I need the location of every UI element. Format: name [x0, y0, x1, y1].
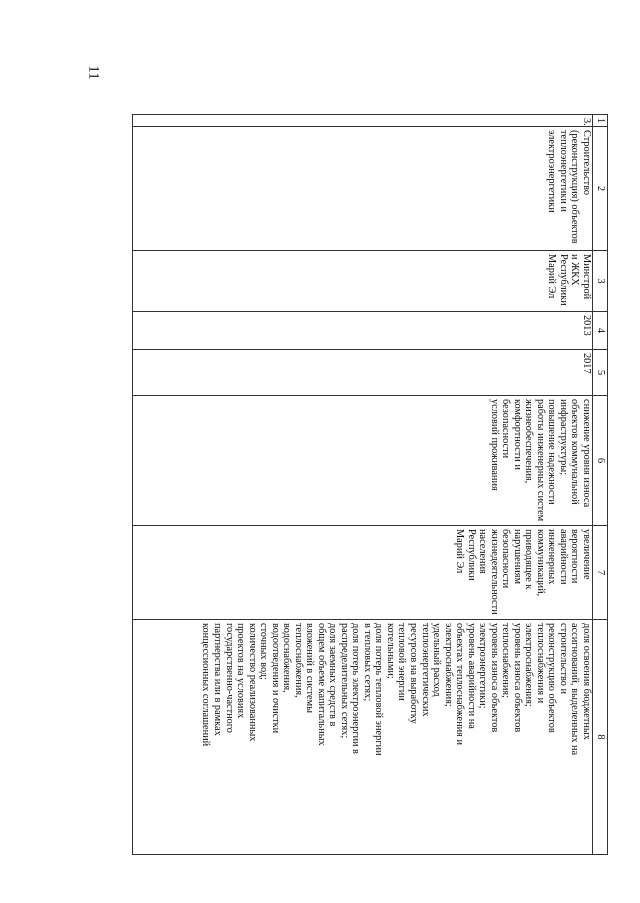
indicator-line: доля освоения бюджетных: [581, 623, 592, 740]
indicator-line: объектах теплоснабжения и: [454, 623, 466, 745]
indicator-line: сточных вод;: [258, 623, 270, 680]
indicator-line: теплоснабжения,: [292, 623, 304, 698]
indicator-line: тепловой энергии: [396, 623, 408, 701]
start-year: 2013: [133, 312, 593, 350]
indicator-line: теплоснабжения;: [500, 623, 512, 698]
indicator-line: уровень аварийности на: [465, 623, 477, 729]
indicator-line: строительство и: [557, 623, 569, 695]
indicator-line: концессионных соглашений: [200, 623, 212, 747]
row-number: 3.: [133, 115, 593, 127]
indicator-line: государственно-частного: [223, 623, 235, 733]
column-number: 3: [593, 251, 608, 312]
column-number: 5: [593, 350, 608, 396]
indicator-line: вложений в системы: [304, 623, 316, 714]
column-number-row: [593, 115, 608, 855]
indicator-line: проектов на условиях: [235, 623, 247, 719]
indicator-line: общем объеме капитальных: [315, 623, 327, 746]
indicator-line: доля заемных средств в: [327, 623, 339, 727]
indicator-line: уровень износа объектов: [488, 623, 500, 733]
indicator-line: количество реализованных: [246, 623, 258, 742]
expected-result: снижение уровня износа объектов коммунальной инфраструктуры; повышение надежности работы инженерных систем жизнеобеспечения, комфортности и безопасности условий проживания: [133, 396, 593, 526]
indicator-line: теплоэнергетических: [419, 623, 431, 717]
indicator-line: котельными;: [384, 623, 396, 679]
indicator-line: водоснабжения,: [281, 623, 293, 693]
column-number: 8: [593, 620, 608, 855]
column-number: 2: [593, 127, 608, 251]
column-number: 7: [593, 526, 608, 620]
indicator-line: водоотведения и очистки: [269, 623, 281, 734]
indicator-line: электроэнергетики;: [477, 623, 489, 709]
page-number: 11: [85, 65, 102, 80]
indicator-line: распределительных сетях;: [338, 623, 350, 739]
indicator-line: удельный расход: [431, 623, 443, 697]
table-row: [133, 115, 593, 855]
indicator-line: уровень износа объектов: [511, 623, 523, 733]
target-indicators: [133, 620, 593, 855]
rotated-page-content: [132, 114, 608, 854]
program-table: [132, 114, 608, 855]
executor: Минстрой и ЖКХ Республики Марий Эл: [133, 251, 593, 312]
indicator-line: электроснабжения;: [523, 623, 535, 707]
indicator-line: доля потерь тепловой энергии: [373, 623, 385, 756]
indicator-line: теплоснабжения и: [534, 623, 546, 704]
indicator-line: доля потерь электроэнергии в: [350, 623, 362, 754]
column-number: 1: [593, 115, 608, 127]
column-number: 6: [593, 396, 608, 526]
indicator-line: ассигнований, выделенных на: [569, 623, 581, 756]
non-implementation-consequences: увеличение вероятности аварийности инженерных коммуникаций, приводящее к нарушениям безопасности жизнедеятельности населения Республики Марий Эл: [133, 526, 593, 620]
indicator-line: реконструкцию объектов: [546, 623, 558, 733]
indicator-line: ресурсов на выработку: [408, 623, 420, 724]
indicator-line: партнерства или в рамках: [212, 623, 223, 736]
column-number: 4: [593, 312, 608, 350]
measure-name: Строительство (реконструкция) объектов теплоэнергетики и электроэнергетики: [133, 127, 593, 251]
indicator-line: электроснабжения;: [442, 623, 454, 707]
indicator-list: [200, 623, 592, 851]
indicator-line: в тепловых сетях;: [361, 623, 373, 702]
end-year: 2017: [133, 350, 593, 396]
